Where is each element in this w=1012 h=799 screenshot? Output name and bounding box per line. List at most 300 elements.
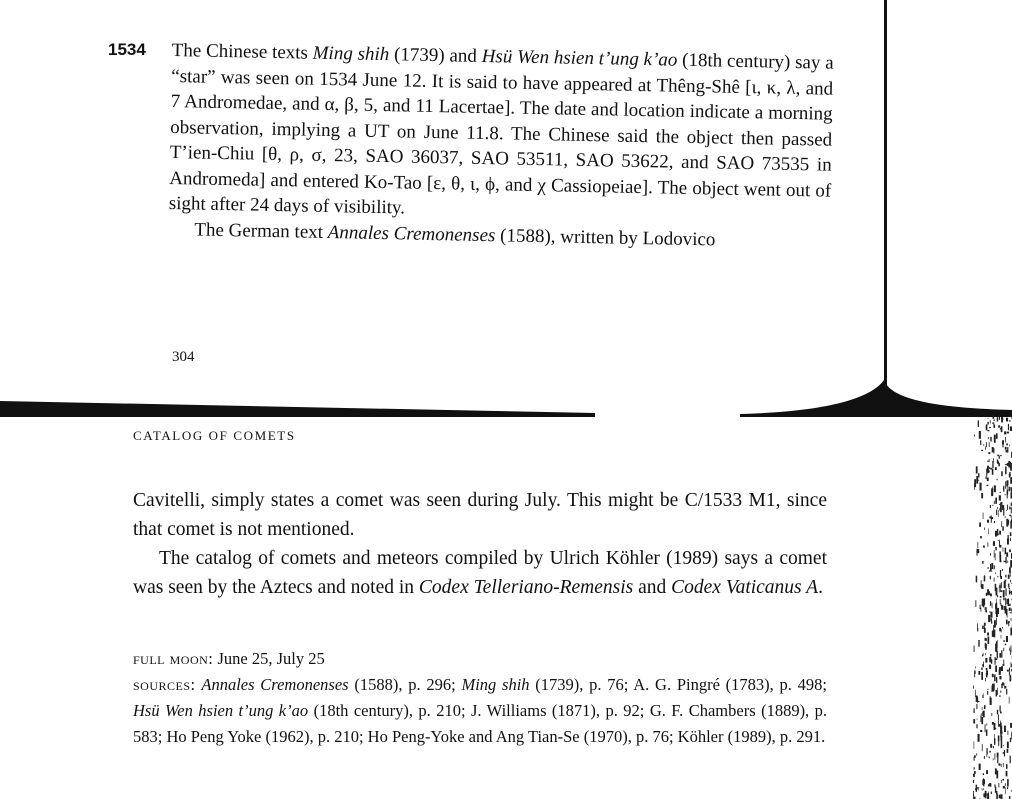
noise-speck <box>1001 764 1002 767</box>
noise-speck <box>1002 569 1003 571</box>
noise-speck <box>1001 741 1003 748</box>
noise-speck <box>1003 648 1004 651</box>
noise-speck <box>981 717 983 724</box>
noise-speck <box>1010 532 1012 536</box>
noise-speck <box>1001 736 1003 741</box>
noise-speck <box>997 688 998 695</box>
noise-speck <box>991 713 992 716</box>
noise-speck <box>985 724 986 732</box>
noise-speck <box>985 653 986 656</box>
noise-speck <box>986 424 988 430</box>
noise-speck <box>998 741 999 746</box>
noise-speck <box>999 695 1001 696</box>
noise-speck <box>990 468 992 470</box>
edge-band-right <box>740 380 1012 417</box>
noise-speck <box>1000 596 1002 598</box>
noise-speck <box>987 723 988 726</box>
noise-speck <box>1003 752 1004 754</box>
noise-speck <box>1010 738 1011 743</box>
noise-speck <box>987 485 989 486</box>
noise-speck <box>999 417 1000 420</box>
text-run: (1739), p. 76; A. G. Pingré (1783), p. 498; <box>529 675 828 694</box>
noise-speck <box>995 547 997 550</box>
noise-speck <box>1007 670 1009 672</box>
noise-speck <box>996 433 998 439</box>
noise-speck <box>1005 467 1007 475</box>
noise-speck <box>1009 549 1011 552</box>
noise-speck <box>1009 588 1010 590</box>
noise-speck <box>987 691 988 695</box>
noise-speck <box>998 512 999 517</box>
noise-speck <box>994 448 995 454</box>
noise-speck <box>982 707 983 710</box>
noise-speck <box>984 623 986 626</box>
full-moon-value: June 25, July 25 <box>213 649 325 668</box>
noise-speck <box>993 423 994 428</box>
noise-speck <box>993 541 995 546</box>
noise-speck <box>1001 650 1002 657</box>
noise-speck <box>1009 487 1010 492</box>
noise-speck <box>989 591 990 595</box>
noise-speck <box>1004 581 1006 588</box>
noise-speck <box>983 653 984 656</box>
noise-speck <box>1004 686 1006 689</box>
noise-speck <box>994 723 996 730</box>
noise-speck <box>1005 548 1007 555</box>
text-run: (18th century), p. 210; J. Williams (1871), p. 92; G. F. Chambers (1889), p. 583; Ho Peng Yoke (1962), p. 210; Ho Peng-Yoke and Ang Tian-Se (1970), p. 76; Köhler (1989), p. 291. <box>133 701 827 746</box>
noise-speck <box>1010 612 1012 613</box>
noise-speck <box>983 711 985 718</box>
noise-speck <box>983 598 985 605</box>
noise-speck <box>1000 794 1002 799</box>
noise-speck <box>1004 606 1005 610</box>
noise-speck <box>982 788 983 790</box>
noise-speck <box>1009 590 1011 594</box>
noise-speck <box>993 746 994 748</box>
work-title: Ming shih <box>312 42 390 66</box>
noise-speck <box>1004 431 1006 434</box>
text-run: The catalog of comets and meteors compiled by Ulrich Köhler (1989) says a comet was seen by the Aztecs and noted in <box>133 548 827 598</box>
noise-speck <box>1007 742 1009 748</box>
noise-speck <box>1000 555 1002 562</box>
noise-speck <box>1005 575 1006 578</box>
noise-speck <box>990 505 991 508</box>
noise-speck <box>1009 515 1011 516</box>
noise-speck <box>997 710 998 715</box>
noise-speck <box>993 758 994 760</box>
noise-speck <box>981 493 983 498</box>
noise-speck <box>985 610 987 612</box>
noise-speck <box>991 792 992 795</box>
noise-speck <box>1003 548 1004 552</box>
noise-speck <box>995 657 996 665</box>
noise-speck <box>979 431 981 439</box>
noise-speck <box>993 505 994 506</box>
noise-speck <box>1005 447 1007 450</box>
noise-speck <box>982 626 984 629</box>
noise-speck <box>1007 787 1008 789</box>
noise-speck <box>1007 505 1008 510</box>
text-run: (1588), p. 296; <box>348 675 462 694</box>
noise-speck <box>1007 539 1009 545</box>
noise-speck <box>987 520 989 523</box>
noise-speck <box>976 753 977 755</box>
noise-speck <box>999 495 1001 500</box>
noise-speck <box>1009 507 1010 510</box>
noise-speck <box>1000 428 1002 429</box>
noise-speck <box>1007 490 1008 496</box>
noise-speck <box>995 649 996 651</box>
noise-speck <box>980 483 982 491</box>
noise-speck <box>976 724 977 728</box>
noise-speck <box>996 677 997 683</box>
work-title: Codex Telleriano-Remensis <box>418 577 634 598</box>
noise-speck <box>994 620 996 627</box>
noise-speck <box>1002 779 1004 781</box>
noise-speck <box>993 415 995 419</box>
noise-speck <box>985 643 986 648</box>
noise-speck <box>1000 492 1001 493</box>
noise-speck <box>992 447 994 452</box>
noise-speck <box>990 437 991 442</box>
noise-speck <box>1006 764 1008 769</box>
noise-speck <box>987 422 988 425</box>
noise-speck <box>1010 675 1011 681</box>
noise-speck <box>976 476 978 484</box>
noise-speck <box>1005 787 1006 794</box>
edge-band-left <box>0 401 595 417</box>
noise-speck <box>998 415 999 416</box>
noise-speck <box>1004 750 1005 757</box>
noise-speck <box>1002 502 1003 507</box>
noise-speck <box>1006 510 1007 511</box>
noise-speck <box>990 744 992 748</box>
noise-speck <box>976 704 977 709</box>
noise-speck <box>1006 450 1008 453</box>
noise-speck <box>995 658 997 660</box>
noise-speck <box>995 498 997 504</box>
noise-speck <box>1006 588 1007 596</box>
noise-speck <box>1008 424 1009 430</box>
noise-speck <box>986 668 988 670</box>
noise-speck <box>999 531 1001 535</box>
noise-speck <box>1010 580 1011 582</box>
noise-speck <box>997 651 998 658</box>
noise-speck <box>1005 783 1006 785</box>
noise-speck <box>999 795 1001 799</box>
noise-speck <box>1005 644 1007 646</box>
noise-speck <box>998 510 999 512</box>
noise-speck <box>977 787 979 789</box>
noise-speck <box>983 778 984 782</box>
noise-speck <box>1008 599 1010 607</box>
noise-speck <box>978 640 979 647</box>
noise-speck <box>1006 620 1008 625</box>
noise-speck <box>1011 662 1012 667</box>
noise-speck <box>985 658 987 663</box>
noise-speck <box>1009 697 1010 704</box>
noise-speck <box>1010 462 1011 469</box>
noise-speck <box>983 546 985 548</box>
noise-speck <box>982 664 983 666</box>
noise-speck <box>976 576 978 583</box>
noise-speck <box>990 594 992 597</box>
noise-speck <box>1007 486 1008 490</box>
noise-speck <box>991 517 993 519</box>
scan-edge-noise <box>965 415 1012 799</box>
noise-speck <box>984 626 985 633</box>
noise-speck <box>996 771 998 779</box>
noise-speck <box>982 561 983 564</box>
noise-speck <box>996 618 997 625</box>
sources-label: sources: <box>133 675 196 694</box>
noise-speck <box>990 553 991 555</box>
noise-speck <box>974 741 975 749</box>
entry-year: 1534 <box>108 40 146 59</box>
noise-speck <box>980 440 981 445</box>
noise-speck <box>1007 749 1009 753</box>
noise-speck <box>998 783 999 787</box>
noise-speck <box>1001 666 1003 671</box>
noise-speck <box>998 721 999 727</box>
noise-speck <box>1006 609 1007 612</box>
noise-speck <box>1003 590 1005 597</box>
noise-speck <box>997 757 998 763</box>
noise-speck <box>997 455 999 457</box>
noise-speck <box>1010 573 1011 577</box>
noise-speck <box>978 671 980 675</box>
noise-speck <box>991 516 992 523</box>
noise-speck <box>990 420 991 423</box>
noise-speck <box>988 470 989 472</box>
continuation-text <box>133 486 827 602</box>
noise-speck <box>997 417 999 421</box>
noise-speck <box>1001 582 1002 588</box>
noise-speck <box>997 529 998 536</box>
noise-speck <box>1004 561 1006 562</box>
work-title: Annales Cremonenses <box>327 221 496 246</box>
noise-speck <box>990 576 991 580</box>
noise-speck <box>1001 605 1003 610</box>
noise-speck <box>997 613 999 614</box>
noise-speck <box>995 753 996 759</box>
noise-speck <box>994 565 995 569</box>
noise-speck <box>991 621 992 624</box>
noise-speck <box>1000 503 1001 510</box>
noise-speck <box>979 764 981 770</box>
noise-speck <box>999 585 1000 592</box>
noise-speck <box>986 770 988 774</box>
noise-speck <box>976 466 978 473</box>
work-title: Hsü Wen hsien t’ung k’ao <box>133 701 309 720</box>
noise-speck <box>995 531 997 537</box>
noise-speck <box>1001 780 1002 783</box>
noise-speck <box>1009 669 1010 676</box>
noise-speck <box>1002 526 1004 530</box>
noise-speck <box>984 705 986 709</box>
noise-speck <box>978 420 979 427</box>
noise-speck <box>999 763 1001 765</box>
running-head: CATALOG OF COMETS <box>133 428 296 443</box>
noise-speck <box>981 608 982 612</box>
full-moon-line <box>133 646 827 672</box>
continuation-paragraph-1: Cavitelli, simply states a comet was seen during July. This might be C/1533 M1, since that comet is not mentioned. <box>133 490 827 540</box>
noise-speck <box>994 630 996 638</box>
text-run: (1739) and <box>389 44 482 67</box>
noise-speck <box>981 450 983 451</box>
text-run: (1588), written by Lodovico <box>495 224 716 250</box>
noise-speck <box>995 666 997 673</box>
noise-speck <box>989 757 990 759</box>
text-run: The Chinese texts <box>171 39 313 64</box>
noise-speck <box>983 513 984 519</box>
noise-speck <box>1002 440 1003 447</box>
noise-speck <box>1007 419 1008 421</box>
noise-speck <box>1007 520 1009 525</box>
noise-speck <box>985 446 986 449</box>
noise-speck <box>1000 712 1002 714</box>
noise-speck <box>991 488 993 496</box>
noise-speck <box>974 757 975 761</box>
noise-speck <box>988 567 989 569</box>
noise-speck <box>984 575 985 580</box>
noise-speck <box>1001 635 1002 639</box>
noise-speck <box>978 480 979 481</box>
noise-speck <box>989 427 991 428</box>
noise-speck <box>977 549 979 553</box>
noise-speck <box>1005 598 1006 606</box>
noise-speck <box>981 672 983 680</box>
noise-speck <box>998 425 1000 427</box>
noise-speck <box>990 564 991 572</box>
noise-speck <box>1007 447 1008 453</box>
noise-speck <box>989 467 990 469</box>
noise-speck <box>996 791 997 795</box>
noise-speck <box>997 479 998 481</box>
noise-speck <box>1009 648 1010 651</box>
noise-speck <box>1005 481 1006 488</box>
noise-speck <box>1002 664 1004 666</box>
noise-speck <box>992 684 994 692</box>
noise-speck <box>1005 437 1006 442</box>
noise-speck <box>996 588 998 596</box>
work-title: Ming shih <box>461 675 530 694</box>
noise-speck <box>1009 668 1010 670</box>
noise-speck <box>995 573 996 574</box>
noise-speck <box>987 589 989 595</box>
noise-speck <box>988 529 989 535</box>
noise-speck <box>997 459 998 463</box>
noise-speck <box>997 576 998 577</box>
noise-speck <box>1009 420 1010 421</box>
noise-speck <box>1008 575 1010 579</box>
noise-speck <box>1009 608 1011 611</box>
noise-speck <box>1007 432 1009 434</box>
noise-speck <box>973 686 974 689</box>
noise-speck <box>1003 745 1004 746</box>
noise-speck <box>1010 538 1011 541</box>
noise-speck <box>1008 584 1009 588</box>
noise-speck <box>991 563 993 569</box>
text-run: . <box>818 577 823 598</box>
noise-speck <box>999 456 1000 459</box>
noise-speck <box>984 756 985 759</box>
noise-speck <box>981 580 982 587</box>
noise-speck <box>1003 763 1004 767</box>
noise-speck <box>987 478 989 482</box>
noise-speck <box>978 473 979 477</box>
noise-speck <box>985 678 986 681</box>
page-number: 304 <box>172 349 195 365</box>
noise-speck <box>978 701 980 702</box>
noise-speck <box>994 485 996 492</box>
noise-speck <box>983 444 984 445</box>
noise-speck <box>989 783 991 787</box>
text-run: The German text <box>194 218 328 243</box>
sources-line <box>133 672 827 750</box>
noise-speck <box>1010 756 1011 764</box>
noise-speck <box>1006 771 1008 777</box>
noise-speck <box>1003 640 1004 642</box>
noise-speck <box>991 612 993 618</box>
noise-speck <box>982 744 983 751</box>
noise-speck <box>1005 464 1007 465</box>
noise-speck <box>986 593 987 596</box>
noise-speck <box>980 605 981 609</box>
noise-speck <box>998 540 999 541</box>
noise-speck <box>974 646 975 653</box>
noise-speck <box>994 435 995 443</box>
noise-speck <box>986 730 988 736</box>
noise-speck <box>995 467 997 470</box>
current-page <box>0 420 1012 799</box>
noise-speck <box>1011 618 1012 622</box>
noise-speck <box>983 788 984 790</box>
noise-speck <box>978 734 980 742</box>
noise-speck <box>974 708 975 713</box>
noise-speck <box>984 528 985 530</box>
noise-speck <box>1002 475 1003 476</box>
noise-speck <box>988 430 990 431</box>
noise-speck <box>994 521 995 523</box>
noise-speck <box>989 658 991 661</box>
noise-speck <box>987 633 989 636</box>
noise-speck <box>1004 726 1006 732</box>
noise-speck <box>1006 552 1008 556</box>
noise-speck <box>1006 689 1007 695</box>
noise-speck <box>980 730 982 732</box>
noise-speck <box>998 463 1000 466</box>
noise-speck <box>982 695 983 698</box>
noise-speck <box>999 670 1001 673</box>
noise-speck <box>980 536 982 538</box>
noise-speck <box>997 753 999 758</box>
noise-speck <box>999 653 1001 658</box>
noise-speck <box>987 793 989 795</box>
noise-speck <box>985 607 987 610</box>
noise-speck <box>989 571 990 572</box>
noise-speck <box>974 771 976 774</box>
noise-speck <box>986 751 987 757</box>
noise-speck <box>995 553 996 560</box>
noise-speck <box>1000 583 1001 588</box>
noise-speck <box>1002 418 1004 421</box>
noise-speck <box>992 469 994 475</box>
noise-speck <box>986 476 987 479</box>
noise-speck <box>1002 682 1004 685</box>
noise-speck <box>974 767 975 769</box>
noise-speck <box>1005 516 1006 518</box>
